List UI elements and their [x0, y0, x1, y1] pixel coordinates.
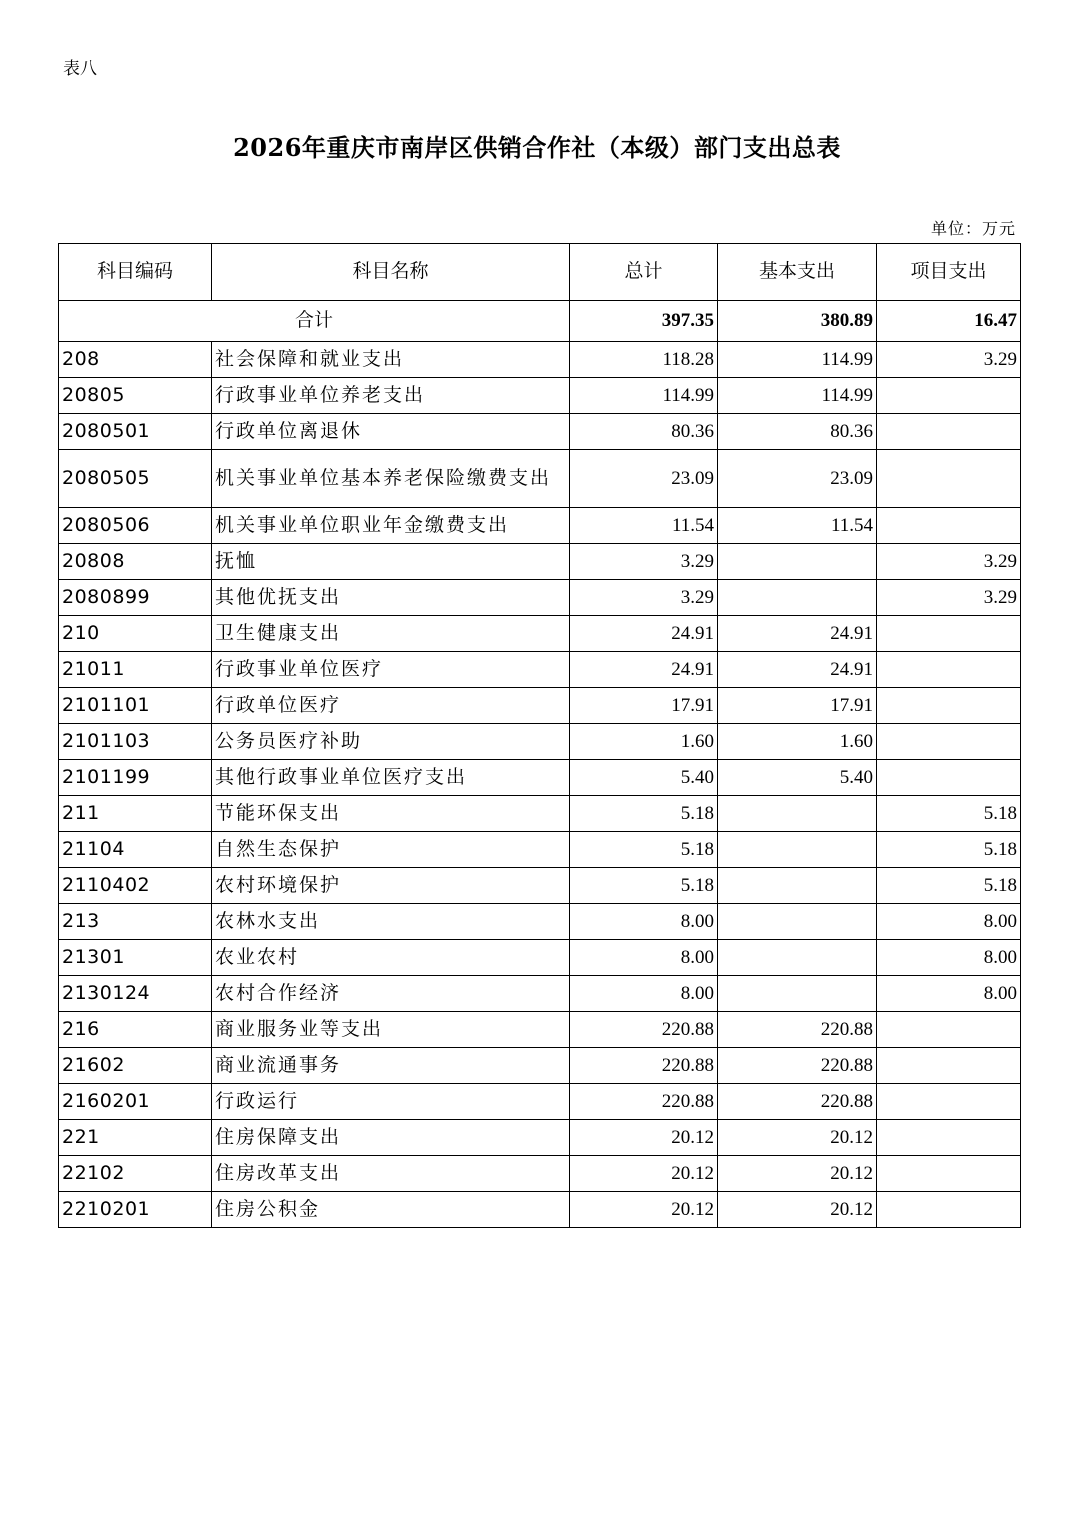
row-code: 2080506	[59, 508, 212, 544]
row-name: 住房保障支出	[212, 1120, 570, 1156]
table-row	[59, 616, 1021, 652]
row-project	[877, 616, 1021, 652]
row-basic: 20.12	[718, 1192, 877, 1228]
row-name: 行政事业单位养老支出	[212, 378, 570, 414]
row-basic	[718, 544, 877, 580]
row-name: 住房改革支出	[212, 1156, 570, 1192]
table-row	[59, 760, 1021, 796]
row-name: 农林水支出	[212, 904, 570, 940]
row-total: 8.00	[570, 904, 718, 940]
row-name: 自然生态保护	[212, 832, 570, 868]
row-project	[877, 1048, 1021, 1084]
row-basic	[718, 796, 877, 832]
row-total: 5.18	[570, 832, 718, 868]
row-name: 公务员医疗补助	[212, 724, 570, 760]
row-total: 11.54	[570, 508, 718, 544]
row-total: 3.29	[570, 544, 718, 580]
row-basic: 11.54	[718, 508, 877, 544]
column-header-name: 科目名称	[212, 244, 570, 301]
row-project: 8.00	[877, 976, 1021, 1012]
row-total: 3.29	[570, 580, 718, 616]
row-name: 行政运行	[212, 1084, 570, 1120]
table-row	[59, 1156, 1021, 1192]
column-header-project: 项目支出	[877, 244, 1021, 301]
row-name: 农村合作经济	[212, 976, 570, 1012]
document-label: 表八	[63, 59, 97, 79]
row-project	[877, 1192, 1021, 1228]
table-row	[59, 868, 1021, 904]
row-basic: 20.12	[718, 1120, 877, 1156]
table-row	[59, 1048, 1021, 1084]
row-project: 3.29	[877, 342, 1021, 378]
row-name: 商业流通事务	[212, 1048, 570, 1084]
row-code: 21104	[59, 832, 212, 868]
row-name: 农业农村	[212, 940, 570, 976]
row-total: 5.40	[570, 760, 718, 796]
row-code: 20805	[59, 378, 212, 414]
row-total: 20.12	[570, 1120, 718, 1156]
row-code: 21011	[59, 652, 212, 688]
row-total: 1.60	[570, 724, 718, 760]
row-name: 商业服务业等支出	[212, 1012, 570, 1048]
row-code: 2210201	[59, 1192, 212, 1228]
row-basic: 220.88	[718, 1084, 877, 1120]
total-sum: 397.35	[570, 301, 718, 342]
row-total: 17.91	[570, 688, 718, 724]
row-name: 行政事业单位医疗	[212, 652, 570, 688]
row-project: 5.18	[877, 868, 1021, 904]
row-total: 118.28	[570, 342, 718, 378]
table-row	[59, 1012, 1021, 1048]
row-code: 2080505	[59, 450, 212, 508]
table-row	[59, 976, 1021, 1012]
row-code: 211	[59, 796, 212, 832]
row-basic	[718, 580, 877, 616]
row-total: 114.99	[570, 378, 718, 414]
row-project	[877, 508, 1021, 544]
row-project: 5.18	[877, 832, 1021, 868]
table-header-row	[59, 244, 1021, 301]
row-name: 卫生健康支出	[212, 616, 570, 652]
row-project	[877, 1012, 1021, 1048]
row-name: 社会保障和就业支出	[212, 342, 570, 378]
row-basic: 5.40	[718, 760, 877, 796]
row-project	[877, 688, 1021, 724]
row-basic: 24.91	[718, 616, 877, 652]
table-row	[59, 378, 1021, 414]
row-basic: 24.91	[718, 652, 877, 688]
table-row	[59, 904, 1021, 940]
row-name: 住房公积金	[212, 1192, 570, 1228]
row-name: 行政单位离退休	[212, 414, 570, 450]
row-basic: 23.09	[718, 450, 877, 508]
table-row	[59, 1192, 1021, 1228]
row-total: 20.12	[570, 1156, 718, 1192]
row-code: 22102	[59, 1156, 212, 1192]
row-basic	[718, 976, 877, 1012]
row-total: 220.88	[570, 1012, 718, 1048]
row-name: 农村环境保护	[212, 868, 570, 904]
table-row	[59, 652, 1021, 688]
row-total: 24.91	[570, 652, 718, 688]
row-total: 8.00	[570, 976, 718, 1012]
table-row	[59, 832, 1021, 868]
row-project: 5.18	[877, 796, 1021, 832]
row-name: 其他优抚支出	[212, 580, 570, 616]
table-row	[59, 580, 1021, 616]
row-code: 221	[59, 1120, 212, 1156]
expenditure-table	[58, 243, 1021, 1228]
row-code: 2101103	[59, 724, 212, 760]
row-total: 5.18	[570, 796, 718, 832]
table-row	[59, 544, 1021, 580]
total-label: 合计	[59, 301, 570, 342]
table-row	[59, 508, 1021, 544]
row-code: 21602	[59, 1048, 212, 1084]
row-project: 8.00	[877, 904, 1021, 940]
row-code: 2101199	[59, 760, 212, 796]
row-basic: 114.99	[718, 342, 877, 378]
row-basic: 20.12	[718, 1156, 877, 1192]
row-basic	[718, 832, 877, 868]
row-basic	[718, 868, 877, 904]
row-project	[877, 652, 1021, 688]
row-code: 21301	[59, 940, 212, 976]
total-project: 16.47	[877, 301, 1021, 342]
row-total: 23.09	[570, 450, 718, 508]
row-code: 208	[59, 342, 212, 378]
row-code: 2080501	[59, 414, 212, 450]
row-code: 2080899	[59, 580, 212, 616]
unit-label: 单位：万元	[930, 219, 1016, 238]
column-header-basic: 基本支出	[718, 244, 877, 301]
row-project: 8.00	[877, 940, 1021, 976]
row-code: 2130124	[59, 976, 212, 1012]
row-basic: 114.99	[718, 378, 877, 414]
row-project	[877, 1156, 1021, 1192]
row-total: 24.91	[570, 616, 718, 652]
row-name: 机关事业单位职业年金缴费支出	[212, 508, 570, 544]
row-project: 3.29	[877, 544, 1021, 580]
row-code: 2101101	[59, 688, 212, 724]
total-basic: 380.89	[718, 301, 877, 342]
row-code: 20808	[59, 544, 212, 580]
row-project	[877, 378, 1021, 414]
page-title: 2026年重庆市南岸区供销合作社（本级）部门支出总表	[233, 133, 841, 162]
row-total: 8.00	[570, 940, 718, 976]
row-code: 210	[59, 616, 212, 652]
row-name: 抚恤	[212, 544, 570, 580]
table-row	[59, 1084, 1021, 1120]
row-basic: 220.88	[718, 1048, 877, 1084]
row-code: 2110402	[59, 868, 212, 904]
column-header-code: 科目编码	[59, 244, 212, 301]
table-row	[59, 796, 1021, 832]
row-project	[877, 1120, 1021, 1156]
table-row	[59, 342, 1021, 378]
row-project	[877, 760, 1021, 796]
table-row	[59, 940, 1021, 976]
row-basic	[718, 940, 877, 976]
table-row	[59, 414, 1021, 450]
row-basic: 80.36	[718, 414, 877, 450]
row-total: 80.36	[570, 414, 718, 450]
row-project	[877, 414, 1021, 450]
row-project	[877, 724, 1021, 760]
row-project	[877, 450, 1021, 508]
row-code: 2160201	[59, 1084, 212, 1120]
total-row	[59, 301, 1021, 342]
row-total: 5.18	[570, 868, 718, 904]
row-total: 20.12	[570, 1192, 718, 1228]
row-name: 节能环保支出	[212, 796, 570, 832]
row-basic: 1.60	[718, 724, 877, 760]
row-name: 行政单位医疗	[212, 688, 570, 724]
table-row	[59, 724, 1021, 760]
row-project: 3.29	[877, 580, 1021, 616]
row-basic: 220.88	[718, 1012, 877, 1048]
table-row	[59, 1120, 1021, 1156]
row-total: 220.88	[570, 1048, 718, 1084]
row-name: 其他行政事业单位医疗支出	[212, 760, 570, 796]
row-basic: 17.91	[718, 688, 877, 724]
table-row	[59, 450, 1021, 508]
row-total: 220.88	[570, 1084, 718, 1120]
row-project	[877, 1084, 1021, 1120]
column-header-total: 总计	[570, 244, 718, 301]
table-row	[59, 688, 1021, 724]
row-name: 机关事业单位基本养老保险缴费支出	[212, 450, 570, 508]
row-basic	[718, 904, 877, 940]
row-code: 213	[59, 904, 212, 940]
row-code: 216	[59, 1012, 212, 1048]
